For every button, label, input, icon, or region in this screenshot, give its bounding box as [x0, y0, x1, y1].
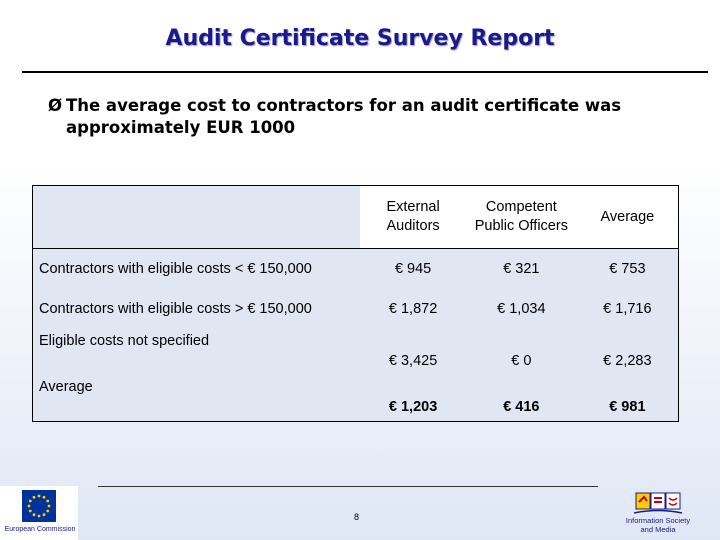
cell-external-auditors: € 945 [360, 249, 466, 290]
eu-flag-icon [22, 490, 56, 522]
row-label: Contractors with eligible costs > € 150,000 [33, 289, 361, 329]
cell-competent-public-officers: € 321 [466, 249, 577, 290]
table-row [33, 289, 679, 329]
row-label: Average [33, 375, 361, 422]
cell-competent-public-officers: € 416 [466, 375, 577, 422]
information-society-logo [620, 488, 696, 540]
cell-average: € 2,283 [577, 329, 679, 375]
european-commission-caption: European Commission [4, 526, 76, 533]
bullet-text: The average cost to contractors for an audit certificate was approximately EUR 1000 [66, 96, 622, 137]
cell-external-auditors: € 1,203 [360, 375, 466, 422]
footer-divider [98, 486, 598, 487]
cell-average: € 753 [577, 249, 679, 290]
title-divider [22, 71, 708, 73]
header-competent-public-officers: Competent Public Officers [466, 186, 577, 249]
european-commission-logo [0, 486, 78, 540]
caption-line-1: Information Society [625, 516, 691, 525]
cell-average: € 1,716 [577, 289, 679, 329]
table-row [33, 249, 679, 290]
table-row [33, 329, 679, 375]
header-average: Average [577, 186, 679, 249]
information-society-icon [620, 488, 696, 516]
cost-table [32, 185, 679, 422]
cell-external-auditors: € 1,872 [360, 289, 466, 329]
row-label: Contractors with eligible costs < € 150,000 [33, 249, 361, 290]
cell-competent-public-officers: € 0 [466, 329, 577, 375]
page-title: Audit Certificate Survey Report [165, 26, 555, 51]
information-society-caption [620, 516, 696, 534]
caption-line-2: and Media [640, 525, 676, 534]
header-external-auditors: External Auditors [360, 186, 466, 249]
cell-competent-public-officers: € 1,034 [466, 289, 577, 329]
row-label: Eligible costs not specified [33, 329, 361, 375]
page-number: 8 [354, 512, 360, 522]
table-row-average [33, 375, 679, 422]
bullet-point [48, 95, 698, 139]
arrow-bullet-icon: Ø [48, 96, 63, 115]
header-blank-cell [33, 186, 361, 249]
cell-average: € 981 [577, 375, 679, 422]
table-header-row [33, 186, 679, 249]
cell-external-auditors: € 3,425 [360, 329, 466, 375]
